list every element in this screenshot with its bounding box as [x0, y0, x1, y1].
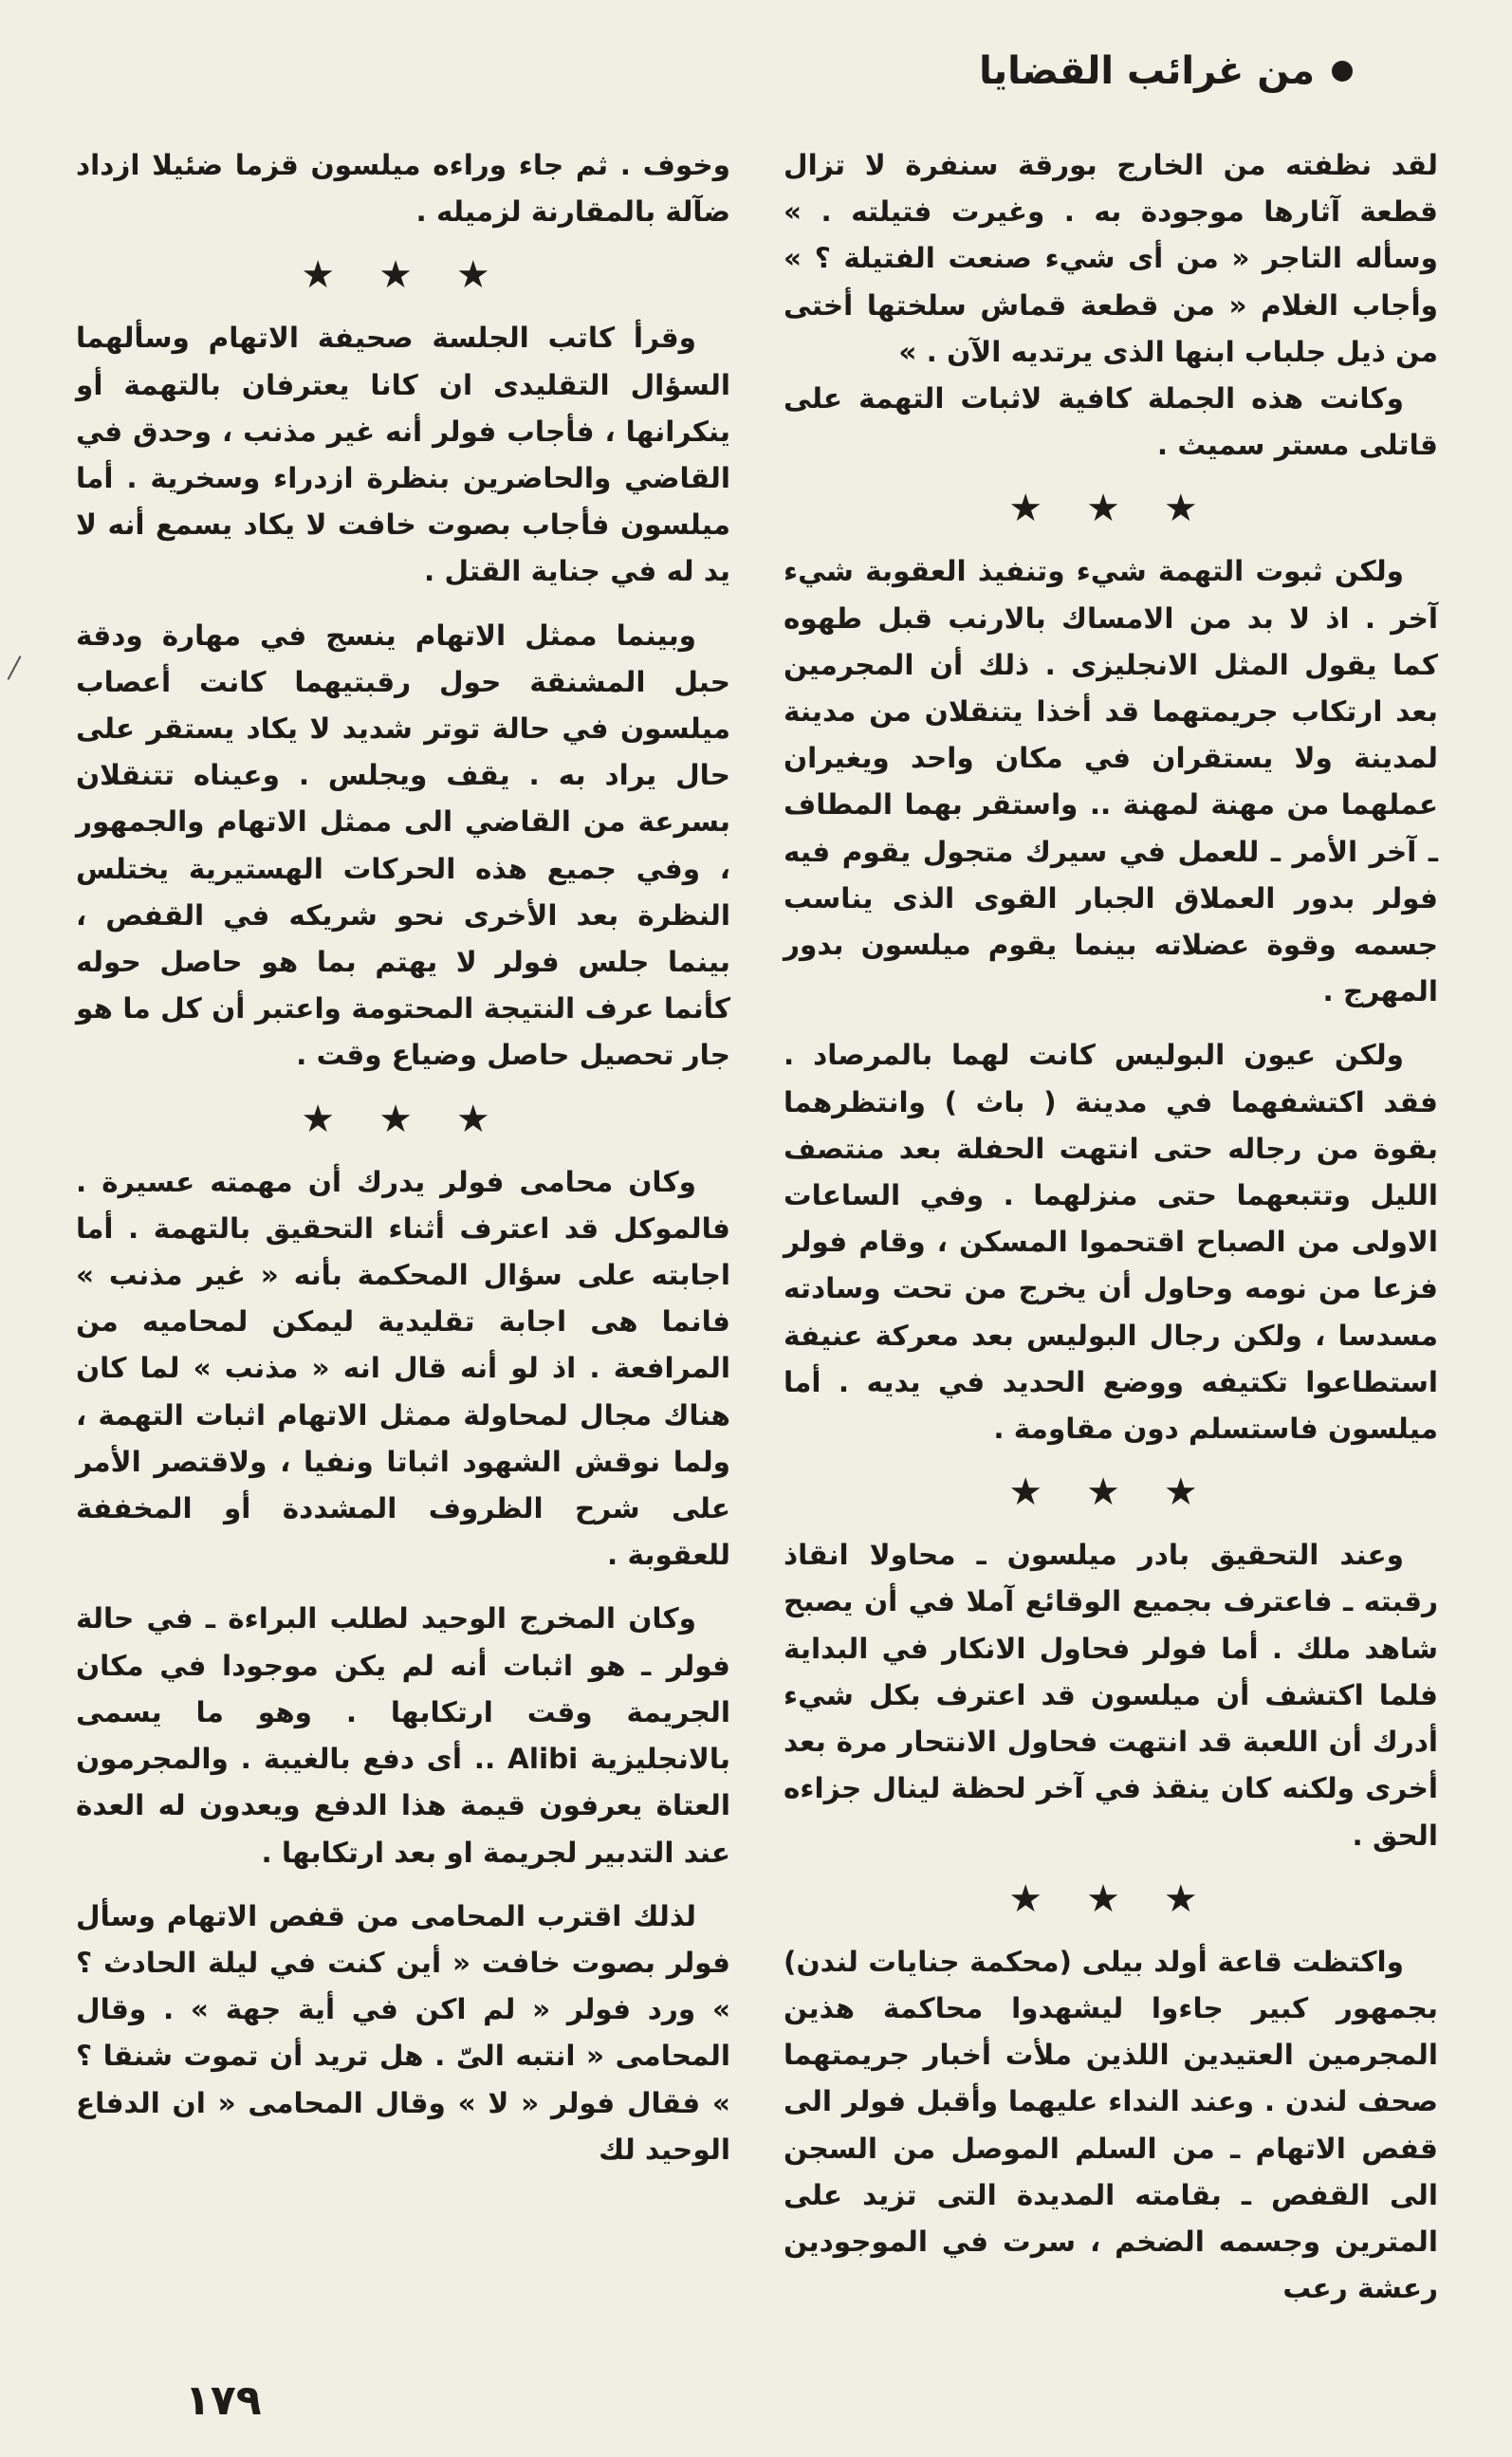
paragraph: ولكن عيون البوليس كانت لهما بالمرصاد . فقد اكتشفهما في مدينة ( باث ) وانتظرهما بقوة من رجاله حتى انتهت الحفلة بعد منتصف الليل وتتبعهما حتى منزلهما . وفي الساعات الاولى من الصباح اقتحموا المسكن ، وقام فولر فزعا من نومه وحاول أن يخرج من تحت وسادته مسدسا ، ولكن رجال البوليس بعد معركة عنيفة استطاعوا تكتيفه ووضع الحديد في يديه . أما ميلسون فاستسلم دون مقاومة .	[784, 1039, 1438, 1446]
section-divider: ★ ★ ★	[1008, 487, 1213, 531]
section-divider: ★ ★ ★	[1008, 1876, 1213, 1921]
left-column	[76, 142, 730, 2173]
paragraph: لقد نظفته من الخارج بورقة سنفرة لا تزال قطعة آثارها موجودة به . وغيرت فتيلته . » وسأله التاجر « من أى شيء صنعت الفتيلة ؟ » وأجاب الغلام « من قطعة قماش سلختها أختى من ذيل جلباب ابنها الذى يرتديه الآن . »	[784, 149, 1438, 368]
paragraph: واكتظت قاعة أولد بيلى (محكمة جنايات لندن) بجمهور كبير جاءوا ليشهدوا محاكمة هذين المجرمين العتيدين اللذين ملأت أخبار جريمتهما صحف لندن . وعند النداء عليهما وأقبل فولر الى قفص الاتهام ـ من السلم الموصل من السجن الى القفص ـ بقامته المديدة التى تزيد على المترين وجسمه الضخم ، سرت في الموجودين رعشة رعب	[784, 1945, 1438, 2305]
right-column	[784, 142, 1438, 2312]
paragraph: ولكن ثبوت التهمة شيء وتنفيذ العقوبة شيء آخر . اذ لا بد من الامساك بالارنب قبل طهوه كما يقول المثل الانجليزى . ذلك أن المجرمين بعد ارتكاب جريمتهما قد أخذا يتنقلان من مدينة لمدينة ولا يستقران في مكان واحد ويغيران عملهما من مهنة لمهنة .. واستقر بهما المطاف ـ آخر الأمر ـ للعمل في سيرك متجول يقوم فيه فولر بدور العملاق الجبار القوى الذى يناسب جسمه وقوة عضلاته بينما يقوم ميلسون بدور المهرج .	[784, 555, 1438, 1008]
paragraph: وكان محامى فولر يدرك أن مهمته عسيرة . فالموكل قد اعترف أثناء التحقيق بالتهمة . أما اجابته على سؤال المحكمة بأنه « غير مذنب » فانما هى اجابة تقليدية ليمكن لمحاميه من المرافعة . اذ لو أنه قال انه « مذنب » لما كان هناك مجال لمحاولة ممثل الاتهام اثبات التهمة ، ولما نوقش الشهود اثباتا ونفيا ، ولاقتصر الأمر على شرح الظروف المشددة أو المخففة للعقوبة .	[76, 1165, 730, 1572]
paragraph: وكانت هذه الجملة كافية لاثبات التهمة على قاتلى مستر سميث .	[784, 382, 1438, 462]
paragraph: وخوف . ثم جاء وراءه ميلسون قزما ضئيلا ازداد ضآلة بالمقارنة لزميله .	[76, 149, 730, 229]
paragraph: لذلك اقترب المحامى من قفص الاتهام وسأل فولر بصوت خافت « أين كنت في ليلة الحادث ؟ » ورد فولر « لم اكن في أية جهة » . وقال المحامى « انتبه الىّ . هل تريد أن تموت شنقا ؟ » فقال فولر « لا » وقال المحامى « ان الدفاع الوحيد لك	[76, 1899, 730, 2166]
section-title: من غرائب القضايا	[979, 49, 1315, 93]
paragraph: وكان المخرج الوحيد لطلب البراءة ـ في حالة فولر ـ هو اثبات أنه لم يكن موجودا في مكان الجريمة وقت ارتكابها . وهو ما يسمى بالانجليزية Alibi .. أى دفع بالغيبة . والمجرمون العتاة يعرفون قيمة هذا الدفع ويعدون له العدة عند التدبير لجريمة او بعد ارتكابها .	[76, 1602, 730, 1869]
paragraph: وبينما ممثل الاتهام ينسج في مهارة ودقة حبل المشنقة حول رقبتيهما كانت أعصاب ميلسون في حالة توتر شديد لا يكاد يستقر على حال يراد به . يقف ويجلس . وعيناه تتنقلان بسرعة من القاضي الى ممثل الاتهام والجمهور ، وفي جميع هذه الحركات الهستيرية يختلس النظرة بعد الأخرى نحو شريكه في القفص ، بينما جلس فولر لا يهتم بما هو حاصل حوله كأنما عرف النتيجة المحتومة واعتبر أن كل ما هو جار تحصيل حاصل وضياع وقت .	[76, 619, 730, 1072]
section-divider: ★ ★ ★	[1008, 1470, 1213, 1515]
paragraph: وقرأ كاتب الجلسة صحيفة الاتهام وسألهما السؤال التقليدى ان كانا يعترفان بالتهمة أو ينكرانها ، فأجاب فولر أنه غير مذنب ، وحدق في القاضي والحاضرين بنظرة ازدراء وسخرية . أما ميلسون فأجاب بصوت خافت لا يكاد يسمع أنه لا يد له في جناية القتل .	[76, 322, 730, 588]
margin-mark	[8, 656, 22, 680]
paragraph: وعند التحقيق بادر ميلسون ـ محاولا انقاذ رقبته ـ فاعترف بجميع الوقائع آملا في أن يصبح شاهد ملك . أما فولر فحاول الانكار في البداية فلما اكتشف أن ميلسون قد اعترف بكل شيء أدرك أن اللعبة قد انتهت فحاول الانتحار مرة بعد أخرى ولكنه كان ينقذ في آخر لحظة لينال جزاءه الحق .	[784, 1539, 1438, 1852]
running-header	[979, 49, 1353, 93]
section-divider: ★ ★ ★	[301, 1097, 506, 1141]
section-divider: ★ ★ ★	[301, 253, 506, 298]
page-number: ١٧٩	[185, 2376, 262, 2425]
bullet-icon	[1332, 61, 1353, 82]
